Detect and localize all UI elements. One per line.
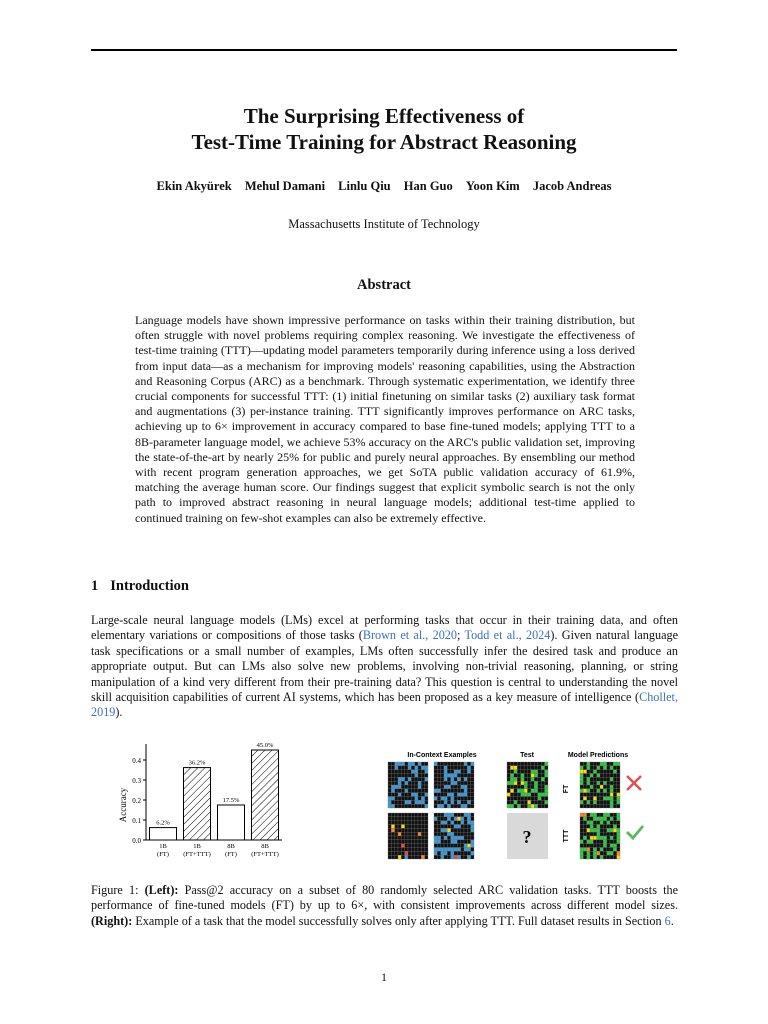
caption-left-tag: (Left): xyxy=(144,883,179,897)
intro-text: Large-scale neural language models (LMs) excel at performing tasks that occur in their training data, and often elementary variations or compositions of those tasks ( xyxy=(91,613,678,643)
bar xyxy=(252,750,279,840)
category-label: (FT+TTT) xyxy=(251,851,279,858)
citation-link[interactable]: Brown et al., 2020 xyxy=(362,628,457,643)
intro-text: ). xyxy=(115,705,123,720)
caption-lead: Figure 1: xyxy=(91,883,145,897)
author: Linlu Qiu xyxy=(338,179,391,193)
y-tick-label: 0.1 xyxy=(132,817,141,825)
bar xyxy=(150,828,177,840)
column-label-in-context: In-Context Examples xyxy=(407,752,477,759)
bar-value-label: 17.5% xyxy=(222,797,240,804)
section-number: 1 xyxy=(91,578,99,594)
figure-caption xyxy=(91,883,678,929)
arc-grid xyxy=(507,762,548,808)
intro-text: ). Given natural language task specifications or a small number of examples, LMs often successfully infer the desired task and produce an appropriate output. But can LMs also solve new problems, involving non-trivial reasoning, planning, or string manipulation of a kind very different from their pre-training data? This question is central to understanding the novel skill acquisition capabilities of current AI systems, which has been proposed as a key measure of intelligence ( xyxy=(91,628,679,705)
author: Han Guo xyxy=(403,179,453,193)
arc-grid xyxy=(388,762,428,808)
check-icon xyxy=(627,826,643,838)
accuracy-bar-chart xyxy=(110,735,300,865)
y-tick-label: 0.4 xyxy=(132,757,141,765)
arc-example-figure xyxy=(384,742,654,862)
y-tick-label: 0.0 xyxy=(132,837,141,845)
arc-grid xyxy=(434,762,474,808)
arc-grid xyxy=(580,813,620,859)
author: Ekin Akyürek xyxy=(156,179,232,193)
bar xyxy=(184,768,211,840)
bar-value-label: 36.2% xyxy=(188,759,206,767)
citation-link[interactable]: Todd et al., 2024 xyxy=(464,628,551,643)
paper-title-line-1: The Surprising Effectiveness of xyxy=(243,104,525,128)
affiliation: Massachusetts Institute of Technology xyxy=(288,217,480,231)
caption-text: Pass@2 accuracy on a subset of 80 randomly selected ARC validation tasks. TTT boosts the performance of fine-tuned models (FT) by up to 6×, with consistent improvements across different model sizes. xyxy=(91,883,678,913)
citation-link[interactable]: Chollet, 2019 xyxy=(91,690,678,720)
arc-grid xyxy=(434,813,474,859)
intro-paragraph xyxy=(91,613,678,721)
bar xyxy=(218,805,245,840)
caption-text: Example of a task that the model successfully solves only after applying TTT. Full dataset results in Section xyxy=(132,913,665,928)
top-rule xyxy=(91,49,677,51)
author: Yoon Kim xyxy=(465,179,520,193)
column-label-predictions: Model Predictions xyxy=(567,752,629,759)
category-label: 1B xyxy=(193,843,201,850)
bar-value-label: 6.2% xyxy=(156,819,170,827)
section-heading xyxy=(91,578,189,595)
question-mark: ? xyxy=(522,827,532,847)
author: Mehul Damani xyxy=(244,179,326,193)
abstract-text: Language models have shown impressive performance on tasks within their training distribution, but often struggle with novel problems requiring complex reasoning. We investigate the effectiveness of test-time training (TTT)—updating model parameters temporarily during inference using a loss derived from input data—as a mechanism for improving models' reasoning capabilities, using the Abstraction and Reasoning Corpus (ARC) as a benchmark. Through systematic experimentation, we identify three crucial components for successful TTT: (1) initial finetuning on similar tasks (2) auxiliary task format and augmentations (3) per-instance training. TTT significantly improves performance on ARC tasks, achieving up to 6× improvement in accuracy compared to base fine-tuned models; applying TTT to a 8B-parameter language model, we achieve 53% accuracy on the ARC's public validation set, improving the state-of-the-art by nearly 25% for public and purely neural approaches. By ensembling our method with recent program generation approaches, we get SoTA public validation accuracy of 61.9%, matching the average human score. Our findings suggest that explicit symbolic search is not the only path to improved abstract reasoning in neural language models; additional test-time applied to continued training on few-shot examples can also be extremely effective. xyxy=(135,313,635,525)
arc-grid xyxy=(388,813,428,859)
category-label: (FT+TTT) xyxy=(183,851,211,858)
row-label-ft: FT xyxy=(563,784,570,794)
section-title: Introduction xyxy=(110,578,189,594)
page-number: 1 xyxy=(381,970,387,984)
abstract-heading: Abstract xyxy=(357,277,411,293)
caption-right-tag: (Right): xyxy=(91,913,133,928)
category-label: 1B xyxy=(159,843,167,850)
arc-grid xyxy=(580,762,620,808)
intro-text: ; xyxy=(457,628,465,643)
category-label: (FT) xyxy=(157,851,169,858)
category-label: 8B xyxy=(261,843,269,850)
bar-value-label: 45.0% xyxy=(256,742,274,749)
y-tick-label: 0.3 xyxy=(132,777,141,785)
section-link[interactable]: 6 xyxy=(664,913,671,928)
category-label: 8B xyxy=(227,843,235,850)
row-label-ttt: TTT xyxy=(563,829,570,843)
y-tick-label: 0.2 xyxy=(132,797,141,805)
author-list xyxy=(91,179,677,194)
caption-text: . xyxy=(670,913,674,928)
paper-title-line-2: Test-Time Training for Abstract Reasoning xyxy=(191,130,577,154)
cross-icon xyxy=(627,776,641,790)
author: Jacob Andreas xyxy=(532,179,612,193)
y-axis-label: Accuracy xyxy=(118,787,128,823)
column-label-test: Test xyxy=(520,752,534,759)
category-label: (FT) xyxy=(225,851,237,858)
